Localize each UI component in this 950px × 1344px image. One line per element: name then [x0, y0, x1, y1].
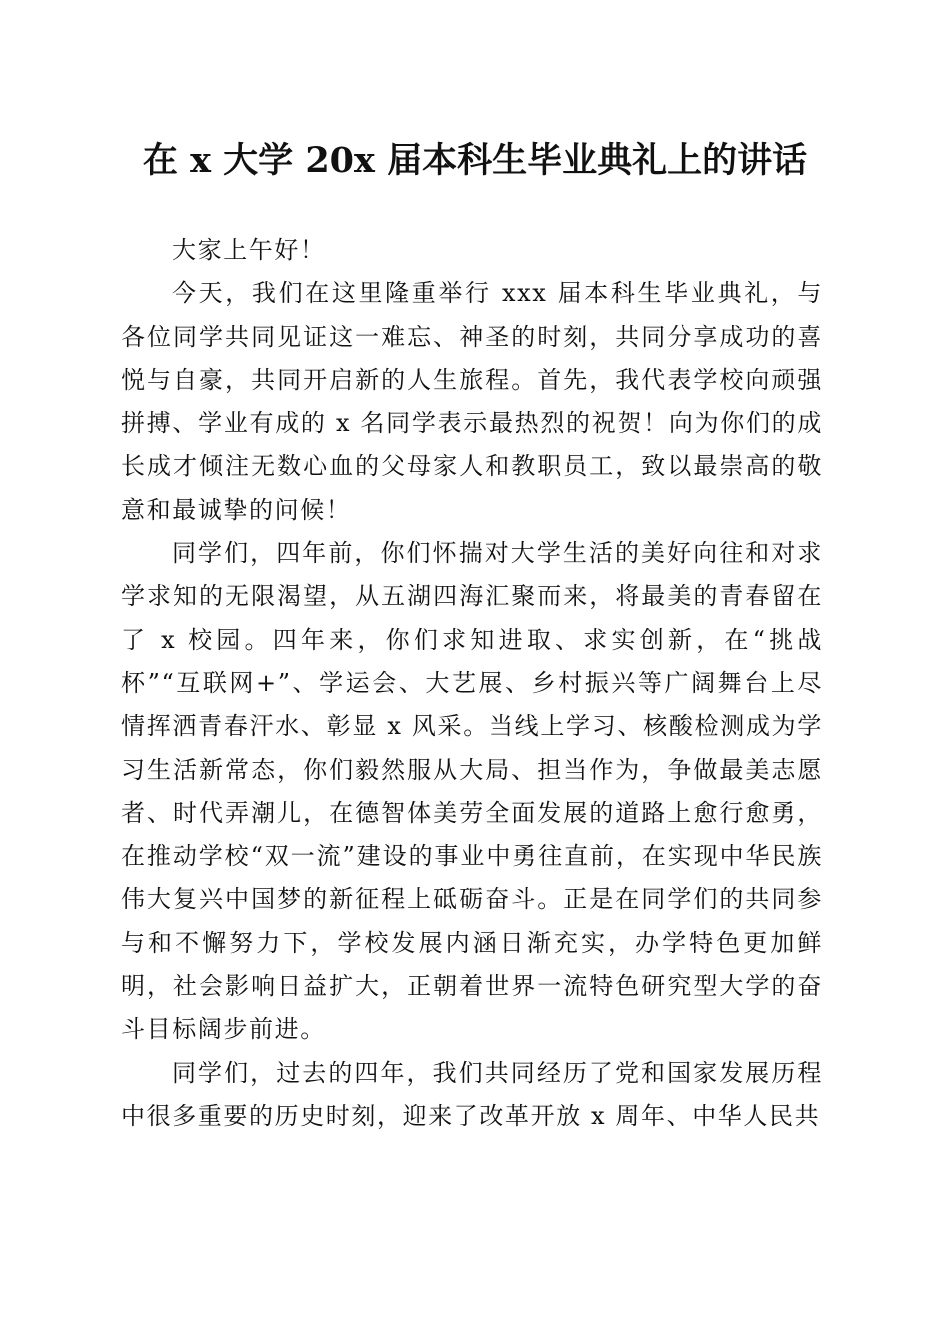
document-body — [121, 229, 823, 1138]
paragraph: 同学们，四年前，你们怀揣对大学生活的美好向往和对求学求知的无限渴望，从五湖四海汇聚而来，将最美的青春留在了 x 校园。四年来，你们求知进取、求实创新，在“挑战杯”“互联网+”、学运会、大艺展、乡村振兴等广阔舞台上尽情挥洒青春汗水、彰显 x 风采。当线上学习、核酸检测成为学习生活新常态，你们毅然服从大局、担当作为，争做最美志愿者、时代弄潮儿，在德智体美劳全面发展的道路上愈行愈勇，在推动学校“双一流”建设的事业中勇往直前，在实现中华民族伟大复兴中国梦的新征程上砥砺奋斗。正是在同学们的共同参与和不懈努力下，学校发展内涵日渐充实，办学特色更加鲜明，社会影响日益扩大，正朝着世界一流特色研究型大学的奋斗目标阔步前进。 — [121, 539, 823, 1044]
document-title: 在 x 大学 20x 届本科生毕业典礼上的讲话 — [142, 140, 808, 181]
paragraph: 同学们，过去的四年，我们共同经历了党和国家发展历程中很多重要的历史时刻，迎来了改革开放 x 周年、中华人民共 — [121, 1058, 823, 1130]
paragraph-greeting: 大家上午好！ — [172, 236, 326, 264]
paragraph: 今天，我们在这里隆重举行 xxx 届本科生毕业典礼，与各位同学共同见证这一难忘、神圣的时刻，共同分享成功的喜悦与自豪，共同开启新的人生旅程。首先，我代表学校向顽强拼搏、学业有成的 x 名同学表示最热烈的祝贺！向为你们的成长成才倾注无数心血的父母家人和教职员工，致以最崇高的敬意和最诚挚的问候！ — [121, 279, 823, 524]
